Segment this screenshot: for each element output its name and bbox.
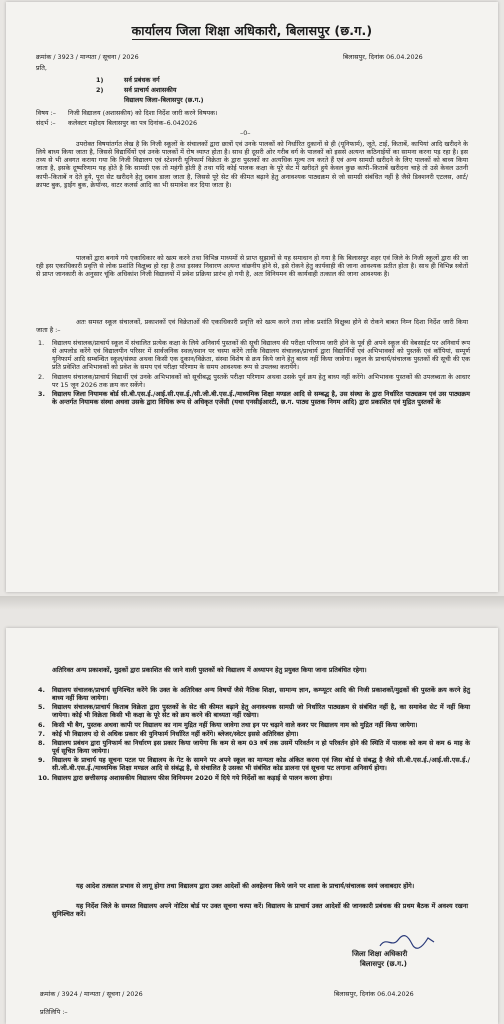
item-text: विद्यालय जिला नियामक बोर्ड सी.बी.एस.ई./आई.सी.एस.ई./सी.जी.बी.एस.ई./माध्यमिक शिक्षा मण्डल आदि से सम्बद्ध है, उस संस्था के द्वारा निर्धारित पाठ्यक्रम एवं उस पाठ्यक्रम के अन्तर्गत नियामक संस्था अथवा उसके द्वारा विधिक रूप से अधिकृत एजेंसी (यथा एनसीईआरटी, छ.ग. पाठ्य पुस्तक निगम आदि) द्वारा प्रकाशित एवं मुद्रित पुस्तकों के <box>52 389 470 407</box>
signature-place: बिलासपुर (छ.ग.) <box>360 960 407 968</box>
office-title: कार्यालय जिला शिक्षा अधिकारी, बिलासपुर (छ.ग.) <box>131 23 373 38</box>
reference-number: क्रमांक / 3923 / मान्यता / सूचना / 2026 <box>36 53 139 61</box>
subject-label: विषय :– <box>36 109 56 117</box>
list-item <box>36 730 470 738</box>
item-number: 3. <box>38 389 45 398</box>
prati-label: प्रति, <box>36 64 47 72</box>
list-item <box>36 721 470 729</box>
item-text: किसी भी बैग, पुस्तक अथवा कापी पर विद्यालय का नाम मुद्रित नहीं किया जावेगा तथा इन पर चढ़ाने वाले कवर पर विद्यालय नाम को मुद्रित नहीं किया जायेगा। <box>52 720 418 729</box>
list-item <box>36 739 470 755</box>
item-number: 6. <box>38 720 45 729</box>
paragraph-2: पालकों द्वारा बनाये गये एकाधिकार को खत्म करने तथा विभिन्न माध्यमों से प्राप्त सुझावों से यह समाधान हो गया है कि बिलासपुर शहर एवं जिले के निजी स्कूलों द्वारा की जा रही इस एकाधिकारी प्रवृत्ति से लोक प्रशांति विक्षुब्ध हो रहा है तथा इसका निवारण अत्यन्त वांछनीय होने से, इसे रोकने हेतु कार्यवाही की जाना आवश्यक प्रतीत होता है। साथ ही विभिन्न स्त्रोतों से प्राप्त जानकारी के अनुसार चूंकि अधिकांश निजी विद्यालयों में प्रवेश प्रक्रिया प्रारंभ हो गयी है, अतः विनियमन की कार्यवाही तत्काल की जाना आवश्यक है। <box>36 254 468 279</box>
item-number: 8. <box>38 738 45 747</box>
item-text: विद्यालय प्रबंधन द्वारा युनिफार्म का निर्धारण इस प्रकार किया जायेगा कि कम से कम 03 वर्ष तक उसमें परिवर्तन न हो परिवर्तन होने की स्थिति में पालक को कम से कम 6 माह के पूर्व सूचित किया जायेगा। <box>52 738 470 756</box>
recipient-number: 2) <box>96 86 104 94</box>
reference-label: संदर्भ :– <box>36 119 56 127</box>
list-item <box>36 703 470 719</box>
title-underline <box>132 39 370 40</box>
closing-paragraph-1: यह आदेश तत्काल प्रभाव से लागू होगा तथा विद्यालय द्वारा उक्त आदेशों की अवहेलना किये जाने पर शाला के प्राचार्य/संचालक स्वयं जवाबदार होंगे। <box>76 882 415 890</box>
item-number: 9. <box>38 756 45 765</box>
intro-paragraph: उपरोक्त विषयांतर्गत लेख है कि निजी स्कूलों के संचालकों द्वारा छात्रों एवं उनके पालकों को निर्धारित दुकानों से ही (यूनिफार्म), जूते, टाई, किताबें, कापियां आदि खरीदने के लिये बाध्य किया जाता है, जिससे विद्यार्थियों एवं उनके पालकों में रोष व्याप्त होता है। साथ ही दूसरी ओर गरीब वर्ग के पालकों को इससे अत्यन्त कठिनाईयों का सामना करना पड़ रहा है। इस तथ्य से भी अवगत कराया गया कि निजी विद्यालय एवं स्टेशनरी यूनिफार्म विक्रेता के द्वारा पुस्तकों का अत्यधिक मूल्य तय करते हैं एवं अन्य सामग्री खरीदने के लिए पालकों को बाध्य किया जाता है, इसके दूष्परिणाम यह होते है कि सामग्री एक तो महंगी होती है तथा यदि कोई पालक कक्षा के पूरे सेट में खरीदते हुये केवल कुछ कापी–किताबें खरीदना चाहे तो उसे केवल उतनी कापी–किताबें न देते हुये, पूरा सेट खरीदने हेतु दबाव डाला जाता है, जिससे पूरे सेट की कीमत बढ़ाने हेतु अनावश्यक पाठ्यक्रम से जो सामग्री संबंधित नहीं है जैसे डिक्शनरी एटलस, आर्ट/क्राफ्ट बुक, ड्राईंग बुक, क्रेयॉन्स, वाटर कलर्स आदि का भी समावेश कर दिया जाता है। <box>36 140 468 189</box>
list-item <box>36 373 470 389</box>
signature-scribble <box>378 934 438 950</box>
continuation-text: अतिरिक्त अन्य प्रकाशकों, मुद्रकों द्वारा प्रकाशित की जाने वाली पुस्तकों को विद्यालय में अध्यापन हेतु प्रयुक्त किया जाना प्रतिबंधित रहेगा। <box>52 666 367 674</box>
directive-list-2 <box>36 686 470 783</box>
recipient-place: विद्यालय जिला–बिलासपुर (छ.ग.) <box>124 96 204 104</box>
item-text: विद्यालय संचालक/प्राचार्य विद्यार्थी एवं उनके अभिभावकों को सूचीबद्ध पुस्तकें परीक्षा परिणाम अथवा उसके पूर्व क्रय हेतु बाध्य नहीं करेंगे। अभिभावक पुस्तकों की उपलब्धता के आधार पर 15 जून 2026 तक क्रय कर सकेंगे। <box>52 372 470 389</box>
item-number: 7. <box>38 729 45 738</box>
item-text: विद्यालय द्वारा छत्तीसगढ़ अशासकीय विद्यालय फीस विनियमन 2020 में दिये गये निर्देशों का कड़ाई से पालन करना होगा। <box>52 773 333 782</box>
item-number: 5. <box>38 703 45 712</box>
closing-paragraph-2: यह निर्देश जिले के समस्त विद्यालय अपने नोटिस बोर्ड पर उक्त सूचना चस्पा करें। विद्यालय के प्राचार्य उक्त आदेशों की जानकारी प्रबंधक की प्रथम बैठक में अवश्य रखना सुनिश्चित करें। <box>52 902 468 919</box>
letter-page-1 <box>6 2 498 592</box>
list-item <box>36 390 470 406</box>
signature-title: जिला शिक्षा अधिकारी <box>352 950 408 958</box>
recipient-text: सर्व प्राचार्य अशासकीय <box>124 86 177 94</box>
item-text: विद्यालय के प्राचार्य यह सूचना पटल पर विद्यालय के गेट के सामने पर अपने स्कूल का मान्यता कोड अंकित करना एवं जिस बोर्ड से संबद्ध है जैसे सी.बी.एस.ई./आई.सी.एस.ई./सी.जी.बी.एस.ई./माध्यमिक शिक्षा मण्डल आदि से संबंद्ध है, से संचालित है उसका भी संबंधित कोड डालना एवं सूचना पट लगाना अनिवार्य होगा। <box>52 756 470 773</box>
reference-text: कलेक्टर महोदय बिलासपुर का पत्र दिनांक–6.042026 <box>68 119 198 127</box>
letter-page-2 <box>6 628 498 1024</box>
list-item <box>36 756 470 772</box>
item-number: 1. <box>38 339 45 347</box>
subject-text: निजी विद्यालय (अशासकीय) को दिशा निर्देश जारी करने विषयक। <box>68 109 218 117</box>
item-text: विद्यालय संचालक/प्राचार्य स्कूल में संचालित प्रत्येक कक्षा के लिये अनिवार्य पुस्तकों की सूची विद्यालय की परीक्षा परिणाम जारी होने के पूर्व ही अपने स्कूल की वेबसाईट पर अनिवार्य रूप से अपलोड करेंगे एवं विद्यालयीन परिसर में सार्वजनिक स्थल/स्थान पर चस्पा करेंगे ताकि विद्यालय संचालक/प्राचार्य द्वारा विद्यार्थियों एवं अभिभावकों को पुस्तकें एवं कॉपियां, सम्पूर्ण यूनिफार्म आदि सम्बन्धित स्कूल/संस्था अथवा किसी एक दुकान/विक्रेता, संस्था विशेष से क्रय किये जाने हेतु बाध्य नहीं किया जावेगा। स्कूल के प्राचार्य/संचालक पुस्तकों की सूची की एक प्रति प्रवेशित अभिभावकों को प्रवेश के समय एवं परीक्षा परिणाम के समय आवश्यक रूप से उपलब्ध करायेंगे। <box>52 339 470 372</box>
item-number: 4. <box>38 686 45 694</box>
item-text: कोई भी विद्यालय दो से अधिक प्रकार की युनिफार्म निर्धारित नहीं करेंगे। ब्लेजर/स्वेटर इससे अतिरिक्त होगा। <box>52 729 299 738</box>
place-date: बिलासपुर, दिनांक 06.04.2026 <box>343 53 423 61</box>
separator: –0– <box>240 129 251 137</box>
recipient-number: 1) <box>96 76 104 84</box>
item-text: विद्यालय संचालक/प्राचार्य सुनिश्चित करेंगे कि उक्त के अतिरिक्त अन्य विषयों जैसे नैतिक शिक्षा, सामान्य ज्ञान, कम्प्यूटर आदि की निजी प्रकाशकों/मुद्रकों की पुस्तकें क्रय करने हेतु बाध्य नहीं किया जायेगा। <box>52 686 470 703</box>
item-text: विद्यालय संचालक/प्राचार्य किताब विक्रेता द्वारा पुस्तकों के सेट की कीमत बढ़ाने हेतु अनावश्यक सामग्री जो निर्धारित पाठ्यक्रम से संबंधित नहीं है, का समावेश सेट में नहीं किया जायेगा। कोई भी विक्रेता किसी भी कक्षा के पूरे सेट को क्रय करने की बाध्यता नहीं रखेगा। <box>52 703 470 720</box>
item-number: 2. <box>38 372 45 381</box>
place-date: बिलासपुर, दिनांक 06.04.2026 <box>334 990 414 998</box>
directive-list-1 <box>36 339 470 407</box>
list-item <box>36 339 470 372</box>
recipient-text: सर्व प्रबंधक वर्ग <box>124 76 160 84</box>
list-item <box>36 686 470 702</box>
paragraph-3: अतः समस्त स्कूल संचालकों, प्रकाशकों एवं विक्रेताओं की एकाधिकारी प्रवृत्ति को खत्म करने तथा लोक प्रशांति विक्षुब्ध होने से रोकने बाबत निम्न दिशा निर्देश जारी किया जाता है :– <box>36 318 468 335</box>
item-number: 10. <box>38 773 50 782</box>
list-item <box>36 774 470 782</box>
pratilipi-label: प्रतिलिपि :– <box>40 1008 68 1016</box>
reference-number: क्रमांक / 3924 / मान्यता / सूचना / 2026 <box>40 990 143 998</box>
page-gap <box>0 596 504 610</box>
